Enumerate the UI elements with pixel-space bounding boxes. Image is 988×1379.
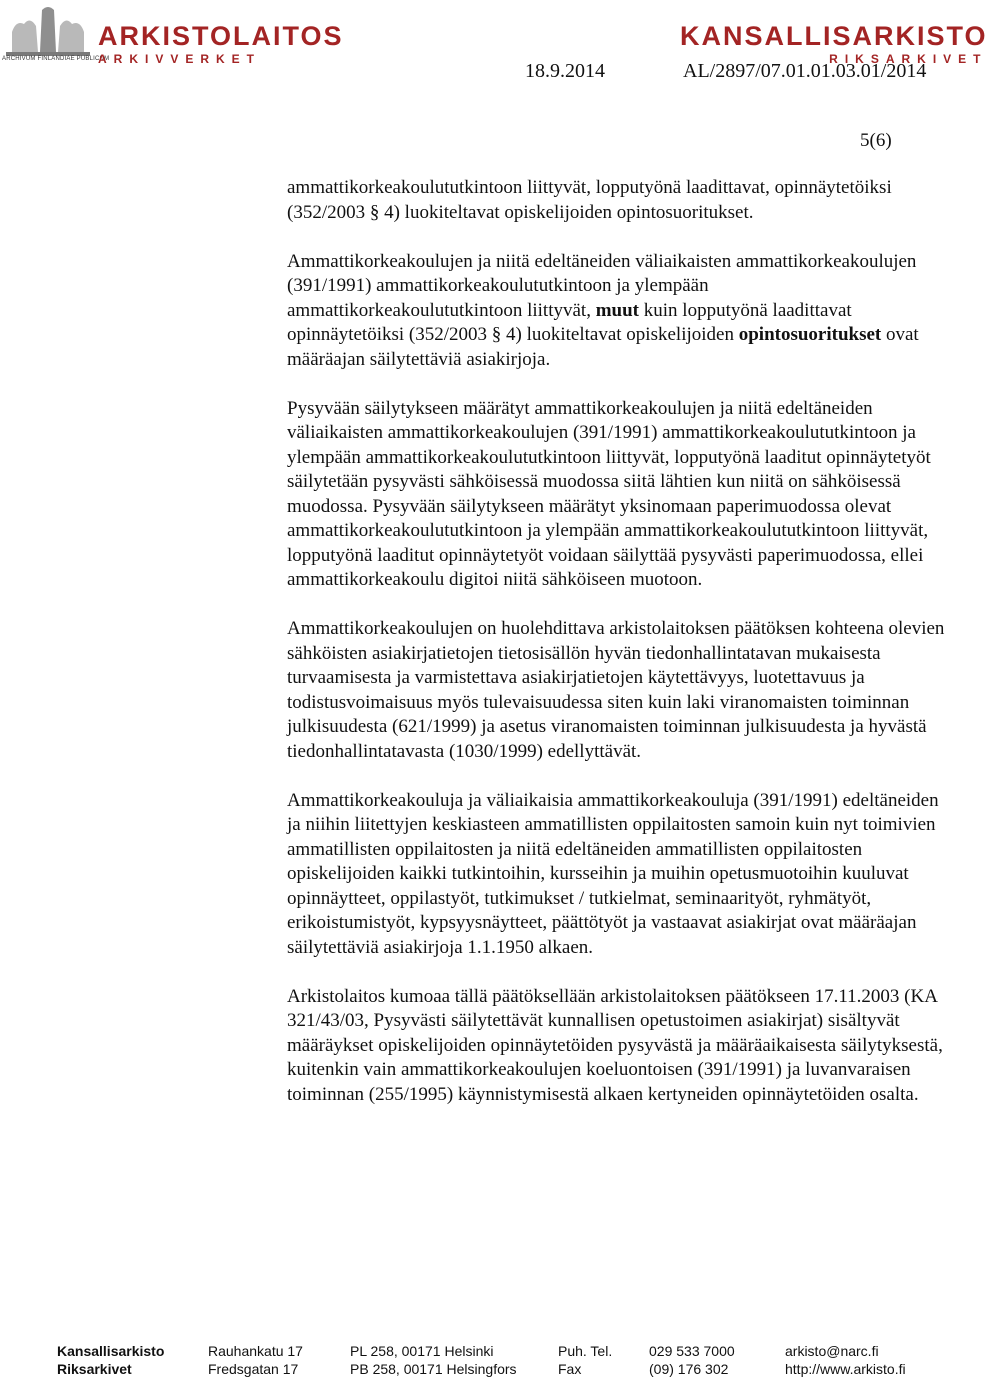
archive-emblem-logo (2, 2, 94, 64)
document-reference: AL/2897/07.01.01.03.01/2014 (683, 60, 927, 82)
website-link[interactable]: http://www.arkisto.fi (785, 1361, 906, 1377)
paragraph: Arkistolaitos kumoaa tällä päätöksellään arkistolaitoksen päätökseen 17.11.2003 (KA 321/43/03, Pysyvästi säilytettävät kunnallisen opetustoimen asiakirjat) sisältyvät määräykset opiskelijoiden opinnäytetöiden pysyvästä ja määräaikaisesta säilytyksestä, kuitenkin vain ammattikorkeakoulujen koeluontoisen (391/1991) ja luvanvaraisen toiminnan (255/1995) käynnistymisestä alkaen kertyneiden opinnäytetöiden osalta. (287, 985, 943, 1105)
org-name: Riksarkivet (57, 1361, 132, 1377)
brand-name: ARKISTOLAITOS (98, 21, 344, 51)
phone-label: Puh. Tel. (558, 1343, 613, 1359)
emphasis: opintosuoritukset (738, 324, 882, 345)
phone-number: 029 533 7000 (649, 1343, 735, 1359)
paragraph: Ammattikorkeakouluja ja väliaikaisia ammattikorkeakouluja (391/1991) edeltäneiden ja niihin liitettyjen keskiasteen ammatillisten oppilaitosten samoin kuin nyt toimivien ammatillisten oppilaitosten ja niitä edeltäneiden ammatillisten oppilaitosten opiskelijoiden kaikki tutkintoihin, kursseihin ja muihin opetusmuotoihin kuuluvat opinnäytteet, oppilastyöt, tutkimukset / tutkielmat, seminaarityöt, ryhmätyöt, erikoistumistyöt, kypsyysnäytteet, päättötyöt ja vastaavat asiakirjat ovat määräajan säilytettäviä asiakirjoja 1.1.1950 alkaen. (287, 789, 939, 958)
fax-label: Fax (558, 1361, 582, 1377)
street-address: Rauhankatu 17 (208, 1343, 303, 1359)
brand-subname: RIKSARKIVET (829, 52, 988, 66)
fax-number: (09) 176 302 (649, 1361, 729, 1377)
paragraph: Ammattikorkeakoulujen ja niitä edeltäneiden väliaikaisten ammattikorkeakoulujen (391/1991) ammattikorkeakoulututkintoon ja ylempään ammattikorkeakoulututkintoon liittyvät, muut kuin lopputyönä laadittavat opinnäytetöiksi (352/2003 § 4) luokiteltavat opiskelijoiden opintosuoritukset ovat määräajan säilytettäviä asiakirjoja. (287, 250, 919, 370)
arkistolaitos-brand (98, 22, 344, 66)
postal-address: PB 258, 00171 Helsingfors (350, 1361, 517, 1377)
postal-address: PL 258, 00171 Helsinki (350, 1343, 494, 1359)
page-number: 5(6) (860, 130, 892, 151)
contact-footer (57, 1342, 957, 1378)
paragraph: Ammattikorkeakoulujen on huolehdittava arkistolaitoksen päätöksen kohteena olevien sähköisten asiakirjatietojen tietosisällön hyvän tiedonhallintatavan mukaisesta turvaamisesta ja varmistettava asiakirjatietojen käytettävyys, luotettavuus ja todistusvoimaisuus myös tulevaisuudessa siten kuin laki viranomaisten toiminnan julkisuudesta (621/1999) ja asetus viranomaisten toiminnan julkisuudesta ja hyvästä tiedonhallintatavasta (1030/1999) edellyttävät. (287, 618, 945, 762)
paragraph: Pysyvään säilytykseen määrätyt ammattikorkeakoulujen ja niitä edeltäneiden väliaikaisten ammattikorkeakoulujen (391/1991) ammattikorkeakoulututkintoon ja ylempään ammattikorkeakoulututkintoon liittyvät, lopputyönä laaditut opinnäytetyöt säilytetään pysyvästi sähköisessä muodossa siitä lähtien kun niitä on sähköisessä muodossa. Pysyvään säilytykseen määrätyt yksinomaan paperimuodossa olevat ammattikorkeakoulututkintoon ja ylempään ammattikorkeakoulututkintoon liittyvät, lopputyönä laaditut opinnäytetyöt voidaan säilyttää pysyvästi paperimuodossa, ellei ammattikorkeakoulu digitoi niitä sähköiseen muotoon. (287, 397, 931, 590)
emblem-caption: ARCHIVUM FINLANDIAE PUBLICUM (2, 56, 110, 62)
org-name: Kansallisarkisto (57, 1343, 165, 1359)
document-body (287, 176, 947, 1132)
email-link[interactable]: arkisto@narc.fi (785, 1343, 879, 1359)
street-address: Fredsgatan 17 (208, 1361, 299, 1377)
brand-subname: ARKIVVERKET (98, 52, 262, 66)
footer-row-sv (57, 1360, 957, 1378)
emphasis: muut (595, 299, 640, 321)
document-date: 18.9.2014 (525, 60, 605, 82)
footer-row-fi (57, 1342, 957, 1360)
brand-name: KANSALLISARKISTO (680, 21, 988, 51)
paragraph: ammattikorkeakoulututkintoon liittyvät, lopputyönä laadittavat, opinnäytetöiksi (352/2003 § 4) luokiteltavat opiskelijoiden opintosuoritukset. (287, 177, 892, 223)
